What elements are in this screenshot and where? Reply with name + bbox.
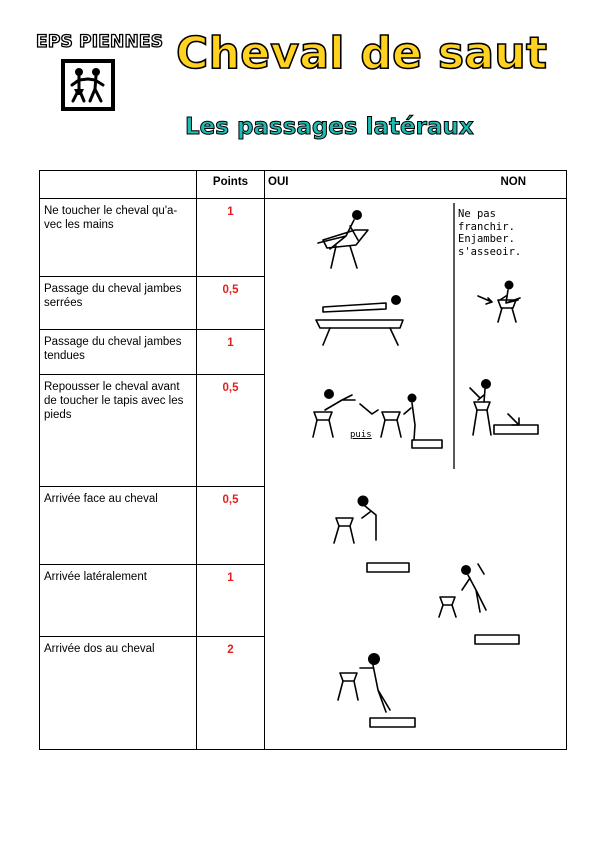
page-title: Cheval de saut	[176, 28, 548, 79]
children-logo	[61, 59, 115, 111]
oui-non-header	[265, 171, 567, 199]
oui-header: OUI	[268, 176, 289, 188]
points-value: 2	[197, 637, 265, 750]
points-value: 1	[197, 199, 265, 277]
points-header: Points	[197, 171, 265, 199]
criterion-cell: Arrivée face au cheval	[40, 487, 197, 565]
illustration-cell	[265, 199, 567, 750]
page-subtitle: Les passages latéraux	[185, 114, 474, 140]
criterion-cell: Arrivée dos au cheval	[40, 637, 197, 750]
criterion-cell: Arrivée latéralement	[40, 565, 197, 637]
table-header-row	[40, 171, 567, 199]
points-value: 1	[197, 565, 265, 637]
criterion-cell: Ne toucher le cheval qu'a-vec les mains	[40, 199, 197, 277]
non-header: NON	[500, 176, 527, 188]
brand-label: EPS PIENNES	[36, 32, 164, 52]
points-value: 1	[197, 330, 265, 375]
puis-label: puis	[350, 430, 372, 440]
header-empty-cell	[40, 171, 197, 199]
points-value: 0,5	[197, 487, 265, 565]
criterion-cell: Passage du cheval jambes serrées	[40, 277, 197, 330]
criterion-cell: Repousser le cheval avant de toucher le tapis avec les pieds	[40, 375, 197, 487]
points-value: 0,5	[197, 375, 265, 487]
points-value: 0,5	[197, 277, 265, 330]
criterion-cell: Passage du cheval jambes tendues	[40, 330, 197, 375]
non-handwritten-note: Ne pas franchir. Enjamber. s'asseoir.	[458, 208, 522, 258]
